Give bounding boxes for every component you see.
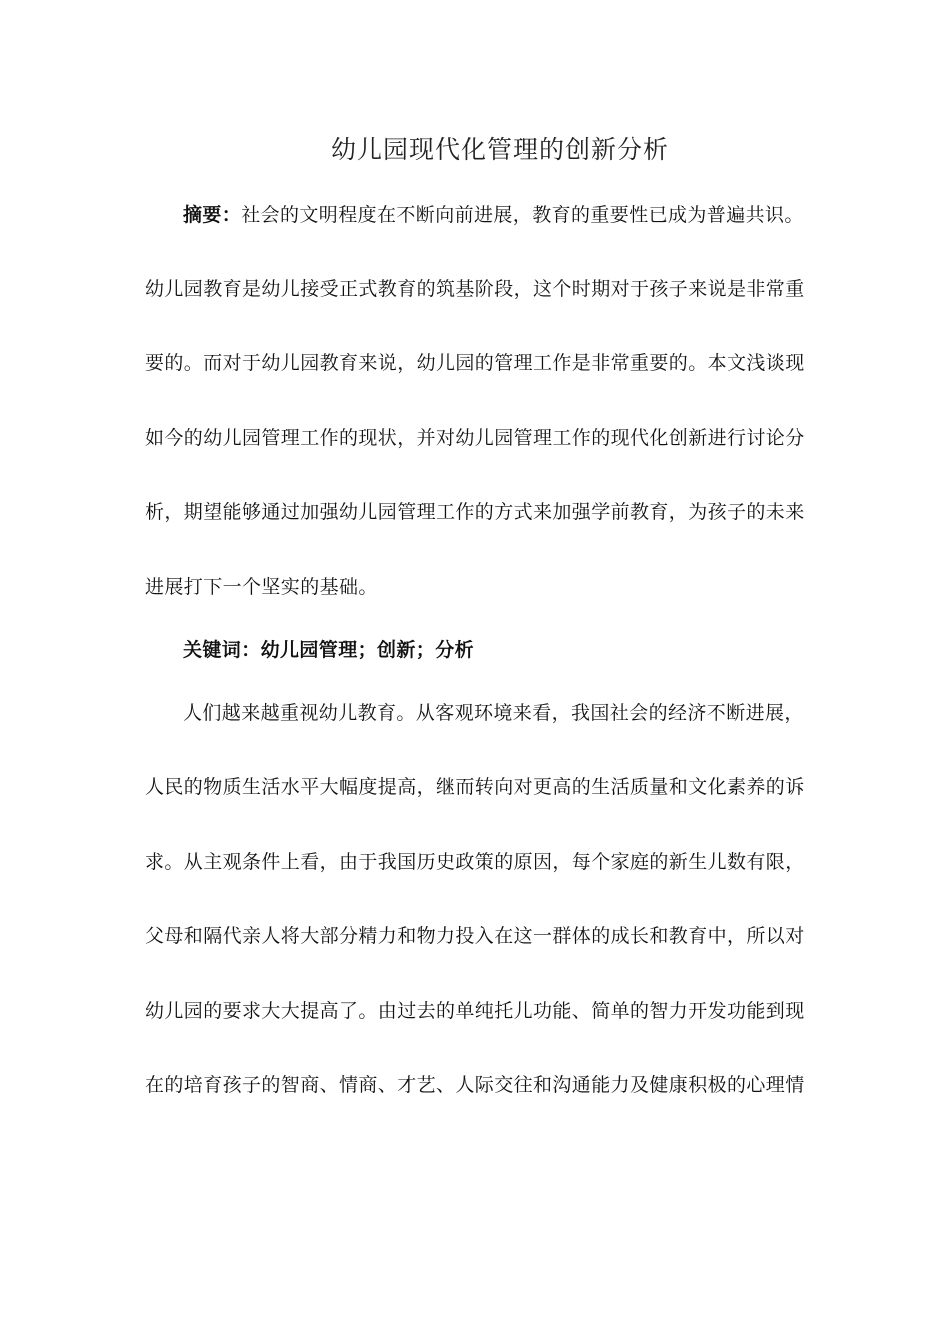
abstract-first-line (183, 201, 843, 229)
abstract-label: 摘要： (183, 204, 242, 226)
keywords-text: 幼儿园管理；创新；分析 (260, 639, 475, 661)
body-paragraph-line: 人们越来越重视幼儿教育。从客观环境来看，我国社会的经济不断进展， (183, 702, 804, 724)
abstract-line: 幼儿园教育是幼儿接受正式教育的筑基阶段，这个时期对于孩子来说是非常重 (145, 278, 805, 300)
body-paragraph-line: 在的培育孩子的智商、情商、才艺、人际交往和沟通能力及健康积极的心理情 (145, 1074, 805, 1096)
abstract-line: 如今的幼儿园管理工作的现状，并对幼儿园管理工作的现代化创新进行讨论分 (145, 427, 805, 449)
keywords-line (183, 636, 843, 664)
abstract-line: 进展打下一个坚实的基础。 (145, 576, 378, 598)
abstract-line: 析，期望能够通过加强幼儿园管理工作的方式来加强学前教育，为孩子的未来 (145, 501, 805, 523)
body-paragraph-line: 人民的物质生活水平大幅度提高，继而转向对更高的生活质量和文化素养的诉 (145, 776, 805, 798)
keywords-label: 关键词： (183, 639, 261, 661)
body-paragraph-line: 父母和隔代亲人将大部分精力和物力投入在这一群体的成长和教育中，所以对 (145, 925, 805, 947)
body-paragraph-line: 求。从主观条件上看，由于我国历史政策的原因，每个家庭的新生儿数有限， (145, 851, 805, 873)
abstract-line: 社会的文明程度在不断向前进展，教育的重要性已成为普遍共识。 (241, 204, 804, 226)
document-title: 幼儿园现代化管理的创新分析 (330, 135, 669, 164)
body-paragraph-line: 幼儿园的要求大大提高了。由过去的单纯托儿功能、简单的智力开发功能到现 (145, 1000, 805, 1022)
abstract-line: 要的。而对于幼儿园教育来说，幼儿园的管理工作是非常重要的。本文浅谈现 (145, 352, 805, 374)
